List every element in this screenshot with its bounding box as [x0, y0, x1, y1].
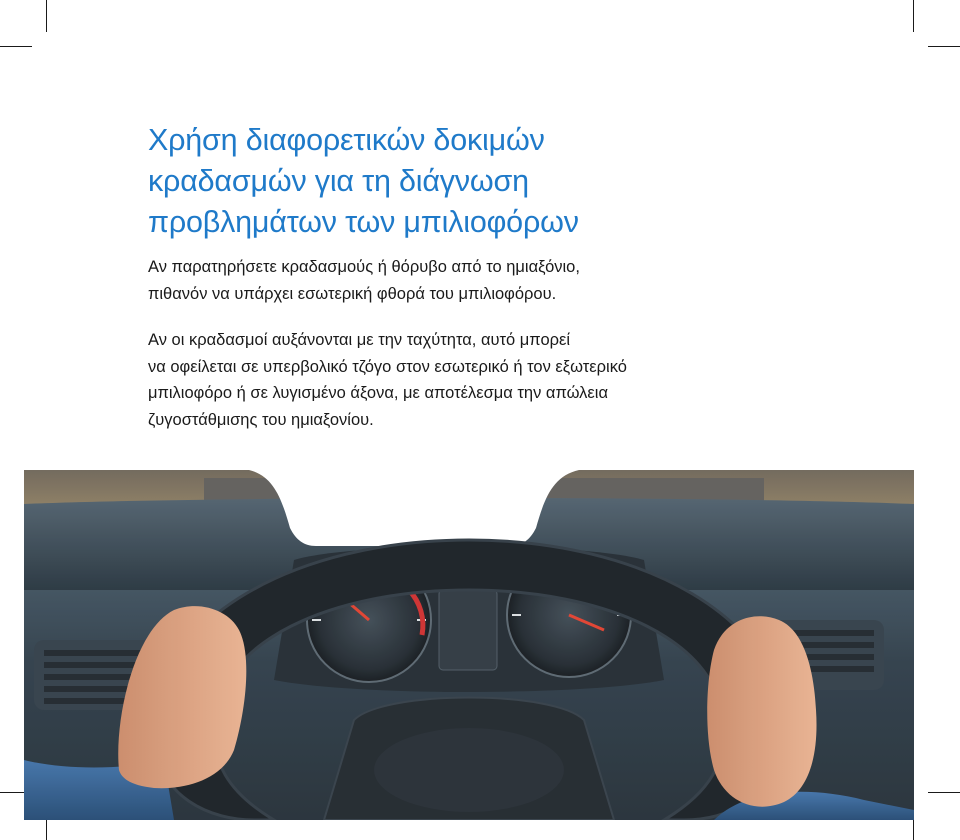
title-line: κραδασμών για τη διάγνωση — [148, 164, 529, 198]
crop-mark-top-left-vertical — [46, 0, 47, 32]
paragraph-line: μπιλιοφόρο ή σε λυγισμένο άξονα, με αποτέλεσμα την απώλεια — [148, 384, 608, 402]
crop-mark-top-right-vertical — [913, 0, 914, 32]
article — [148, 120, 788, 433]
paragraph-line: να οφείλεται σε υπερβολικό τζόγο στον εσωτερικό ή τον εξωτερικό — [148, 357, 627, 376]
paragraph-line: Αν οι κραδασμοί αυξάνονται με την ταχύτητα, αυτό μπορεί — [148, 331, 571, 349]
crop-mark-top-right-horizontal — [928, 46, 960, 47]
dashboard-photo — [24, 470, 914, 820]
paragraph-line: Αν παρατηρήσετε κραδασμούς ή θόρυβο από το ημιαξόνιο, — [148, 258, 580, 276]
page-title — [148, 120, 788, 243]
crop-mark-bottom-right-horizontal — [928, 792, 960, 793]
dashboard-illustration — [24, 470, 914, 820]
paragraph-line: πιθανόν να υπάρχει εσωτερική φθορά του μπιλιοφόρου. — [148, 284, 557, 303]
paragraph-speed-vibration — [148, 327, 788, 433]
title-line: προβλημάτων των μπιλιοφόρων — [148, 205, 579, 239]
motion-blur-overlay — [24, 470, 914, 820]
paragraph-line: ζυγοστάθμισης του ημιαξονίου. — [148, 410, 374, 429]
title-line: Χρήση διαφορετικών δοκιμών — [148, 123, 545, 157]
crop-mark-top-left-horizontal — [0, 46, 32, 47]
paragraph-noise-wear — [148, 254, 788, 307]
